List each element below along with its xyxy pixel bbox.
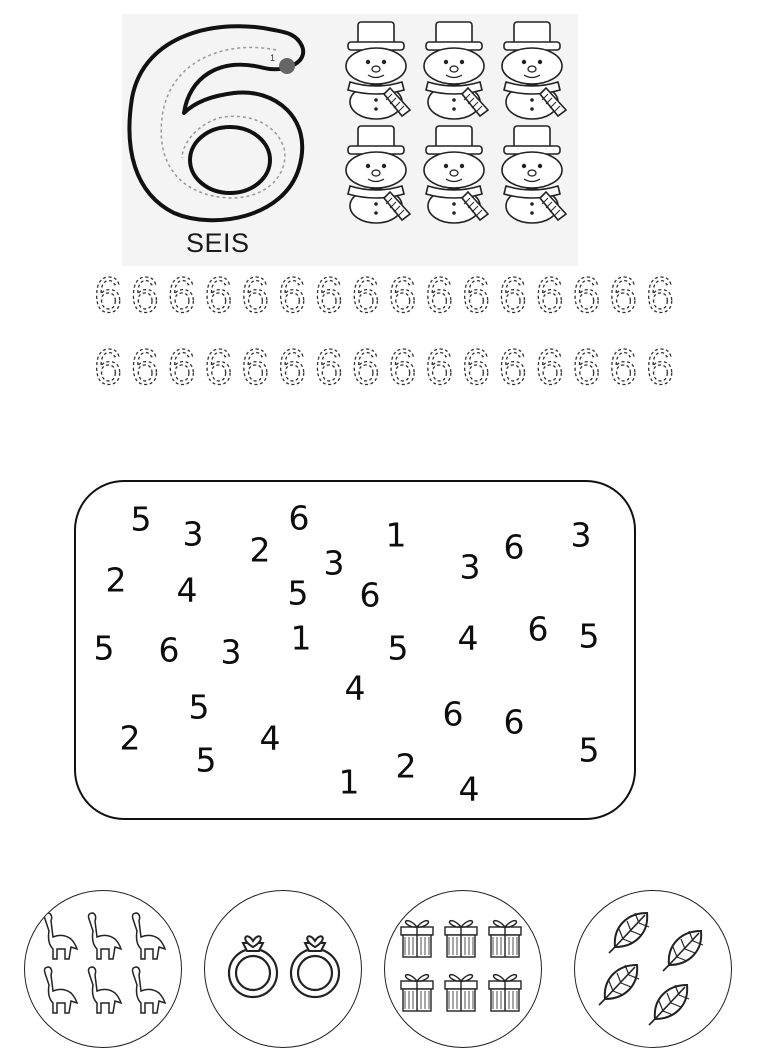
gift-group xyxy=(385,891,542,1048)
trace-digit[interactable]: 6 xyxy=(241,339,270,394)
gift-icon xyxy=(445,921,477,957)
scattered-number[interactable]: 4 xyxy=(344,668,366,708)
gift-icon xyxy=(489,921,521,957)
scattered-number[interactable]: 1 xyxy=(385,515,407,555)
trace-digit[interactable]: 6 xyxy=(535,267,564,322)
counting-circle-leaves[interactable] xyxy=(574,890,732,1048)
trace-digit[interactable]: 6 xyxy=(609,339,638,394)
scattered-number[interactable]: 2 xyxy=(395,746,417,786)
scattered-number[interactable]: 6 xyxy=(158,630,180,670)
trace-digit[interactable]: 6 xyxy=(204,339,233,394)
trace-digit[interactable]: 6 xyxy=(204,267,233,322)
dinosaur-icon xyxy=(45,967,78,1013)
leaf-icon xyxy=(599,965,639,1005)
scattered-number[interactable]: 5 xyxy=(130,499,152,539)
scattered-number[interactable]: 3 xyxy=(323,543,345,583)
scattered-number[interactable]: 6 xyxy=(359,575,381,615)
trace-digit[interactable]: 6 xyxy=(572,267,601,322)
scattered-number[interactable]: 5 xyxy=(287,573,309,613)
scattered-number[interactable]: 1 xyxy=(290,618,312,658)
gift-icon xyxy=(401,975,433,1011)
trace-digit[interactable]: 6 xyxy=(462,339,490,394)
trace-digit[interactable]: 6 xyxy=(646,339,674,394)
dinosaur-icon xyxy=(133,967,166,1013)
scattered-number[interactable]: 2 xyxy=(105,560,127,600)
trace-digit[interactable]: 6 xyxy=(130,339,159,394)
trace-digit[interactable]: 6 xyxy=(314,339,343,394)
trace-digit[interactable]: 6 xyxy=(388,267,417,322)
trace-digit[interactable]: 6 xyxy=(167,339,196,394)
scattered-number[interactable]: 5 xyxy=(93,628,115,668)
snowman-icon xyxy=(346,22,410,119)
trace-digit[interactable]: 6 xyxy=(609,267,638,322)
scattered-number[interactable]: 2 xyxy=(249,530,271,570)
scattered-number[interactable]: 3 xyxy=(182,514,204,554)
scattered-number[interactable]: 6 xyxy=(442,694,464,734)
scattered-number[interactable]: 5 xyxy=(387,628,409,668)
trace-digit[interactable]: 6 xyxy=(462,267,490,322)
snowman-icon xyxy=(424,22,488,119)
dinosaur-icon xyxy=(45,913,78,959)
scattered-number[interactable]: 4 xyxy=(176,570,198,610)
trace-digit[interactable]: 6 xyxy=(351,339,380,394)
snowman-icon xyxy=(424,126,488,223)
counting-circle-dinosaurs[interactable] xyxy=(24,890,182,1048)
gift-icon xyxy=(489,975,521,1011)
scattered-number[interactable]: 6 xyxy=(527,609,549,649)
scattered-number[interactable]: 5 xyxy=(578,616,600,656)
tracing-row-2[interactable] xyxy=(90,334,680,394)
counting-circle-gifts[interactable] xyxy=(384,890,542,1048)
trace-digit[interactable]: 6 xyxy=(498,267,527,322)
trace-digit[interactable]: 6 xyxy=(278,267,306,322)
trace-digit[interactable]: 6 xyxy=(94,339,122,394)
trace-digit[interactable]: 6 xyxy=(425,339,454,394)
scattered-number[interactable]: 5 xyxy=(188,687,210,727)
snowman-icon xyxy=(502,126,566,223)
scattered-number[interactable]: 4 xyxy=(458,769,480,809)
scattered-number[interactable]: 1 xyxy=(338,762,360,802)
ring-icon xyxy=(291,936,339,997)
scattered-number[interactable]: 5 xyxy=(578,730,600,770)
ring-group xyxy=(205,891,362,1048)
scattered-number[interactable]: 3 xyxy=(220,632,242,672)
scattered-number[interactable]: 5 xyxy=(195,740,217,780)
gift-icon xyxy=(445,975,477,1011)
dinosaur-icon xyxy=(89,967,122,1013)
trace-digit[interactable]: 6 xyxy=(425,267,454,322)
trace-digit[interactable]: 6 xyxy=(572,339,601,394)
dinosaur-icon xyxy=(89,913,122,959)
scattered-number[interactable]: 3 xyxy=(570,515,592,555)
leaf-group xyxy=(575,891,732,1048)
big-six-numeral xyxy=(124,18,324,228)
trace-digit[interactable]: 6 xyxy=(241,267,270,322)
scattered-number[interactable]: 4 xyxy=(259,718,281,758)
trace-digit[interactable]: 6 xyxy=(314,267,343,322)
scattered-number[interactable]: 6 xyxy=(503,527,525,567)
snowman-icon xyxy=(502,22,566,119)
trace-digit[interactable]: 6 xyxy=(498,339,527,394)
trace-digit[interactable]: 6 xyxy=(646,267,674,322)
trace-digit[interactable]: 6 xyxy=(94,267,122,322)
snowman-icon xyxy=(346,126,410,223)
leaf-icon xyxy=(663,931,703,971)
snowmen-grid xyxy=(336,18,576,230)
dinosaur-group xyxy=(25,891,182,1048)
scattered-number[interactable]: 4 xyxy=(457,618,479,658)
trace-digit[interactable]: 6 xyxy=(351,267,380,322)
leaf-icon xyxy=(649,985,689,1025)
scattered-number[interactable]: 3 xyxy=(459,547,481,587)
dinosaur-icon xyxy=(133,913,166,959)
trace-digit[interactable]: 6 xyxy=(167,267,196,322)
trace-digit[interactable]: 6 xyxy=(535,339,564,394)
scattered-number[interactable]: 2 xyxy=(119,718,141,758)
trace-digit[interactable]: 6 xyxy=(278,339,306,394)
scattered-number[interactable]: 6 xyxy=(288,498,310,538)
counting-circle-rings[interactable] xyxy=(204,890,362,1048)
trace-digit[interactable]: 6 xyxy=(130,267,159,322)
tracing-row-1[interactable] xyxy=(90,262,680,322)
trace-digit[interactable]: 6 xyxy=(388,339,417,394)
scattered-number[interactable]: 6 xyxy=(503,702,525,742)
number-word: SEIS xyxy=(186,228,250,258)
leaf-icon xyxy=(609,913,649,953)
gift-icon xyxy=(401,921,433,957)
ring-icon xyxy=(229,936,277,997)
stroke-start-label: 1 xyxy=(270,53,276,63)
